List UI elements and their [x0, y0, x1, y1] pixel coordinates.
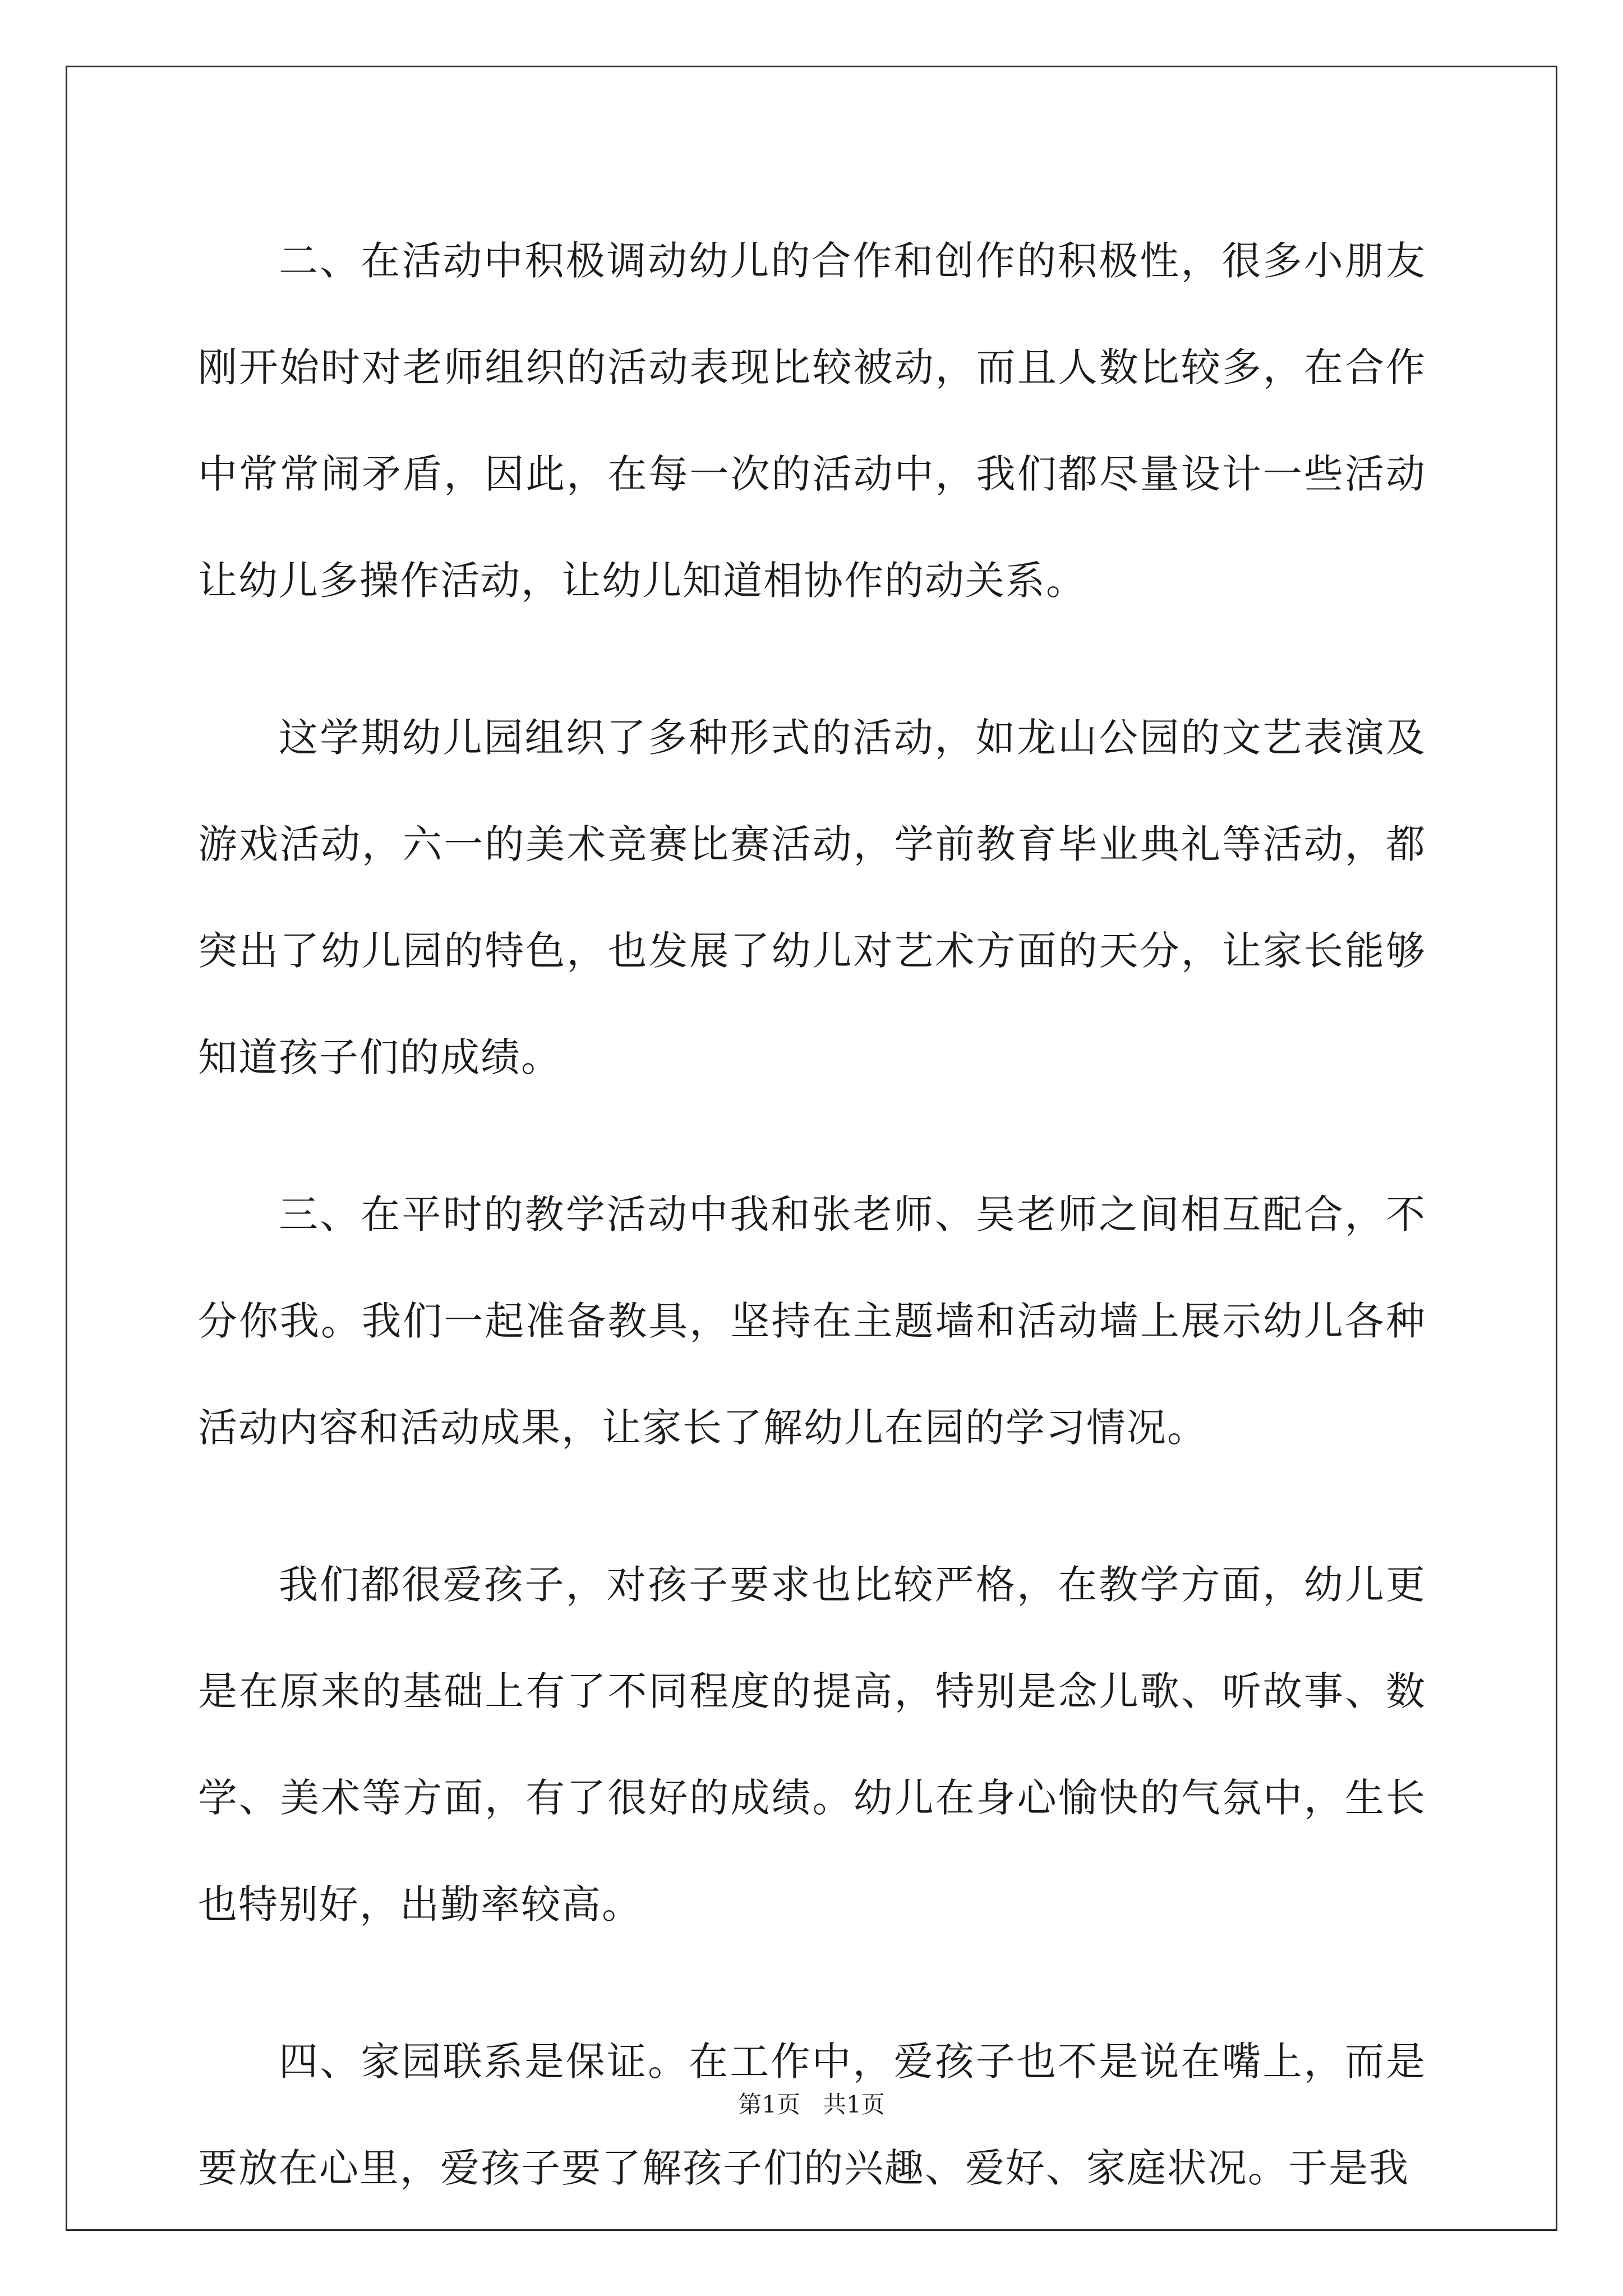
page-footer: [0, 2088, 1623, 2122]
paragraph-3: 三、在平时的教学活动中我和张老师、吴老师之间相互配合，不分你我。我们一起准备教具，坚持在主题墙和活动墙上展示幼儿各种活动内容和活动成果，让家长了解幼儿在园的学习情况。: [198, 1191, 1426, 1451]
paragraph-5: 四、家园联系是保证。在工作中，爱孩子也不是说在嘴上，而是要放在心里，爱孩子要了解孩子们的兴趣、爱好、家庭状况。于是我: [198, 2039, 1426, 2191]
page-number-total: 共1页: [823, 2091, 885, 2118]
paragraph-4: 我们都很爱孩子，对孩子要求也比较严格，在教学方面，幼儿更是在原来的基础上有了不同程度的提高，特别是念儿歌、听故事、数学、美术等方面，有了很好的成绩。幼儿在身心愉快的气氛中，生长也特别好，出勤率较高。: [198, 1562, 1426, 1927]
page-number-current: 第1页: [738, 2091, 800, 2118]
paragraph-2: 这学期幼儿园组织了多种形式的活动，如龙山公园的文艺表演及游戏活动，六一的美术竞赛比赛活动，学前教育毕业典礼等活动，都突出了幼儿园的特色，也发展了幼儿对艺术方面的天分，让家长能够知道孩子们的成绩。: [198, 715, 1426, 1080]
document-body: [198, 208, 1426, 2272]
paragraph-1: 二、在活动中积极调动幼儿的合作和创作的积极性，很多小朋友刚开始时对老师组织的活动表现比较被动，而且人数比较多，在合作中常常闹矛盾，因此，在每一次的活动中，我们都尽量设计一些活动让幼儿多操作活动，让幼儿知道相协作的动关系。: [198, 238, 1426, 604]
